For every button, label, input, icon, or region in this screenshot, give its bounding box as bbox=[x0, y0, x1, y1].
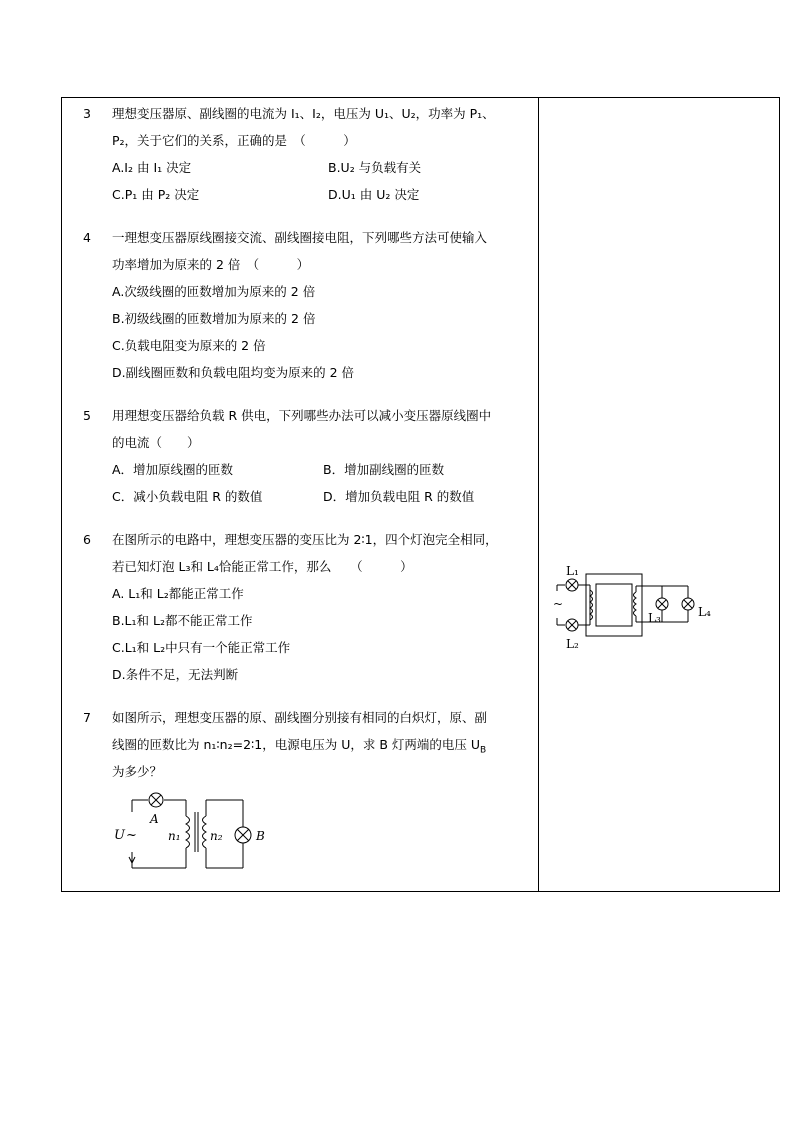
option-a: A.次级线圈的匝数增加为原来的 2 倍 bbox=[112, 284, 316, 299]
option-d: D.副线圈匝数和负载电阻均变为原来的 2 倍 bbox=[112, 365, 354, 380]
question-stem-line: P₂，关于它们的关系，正确的是 （ ） bbox=[112, 133, 356, 148]
question-stem-line: 功率增加为原来的 2 倍 （ ） bbox=[112, 257, 310, 272]
question-stem-line bbox=[112, 737, 486, 759]
label-l1: L₁ bbox=[566, 564, 579, 578]
question-stem-line: 一理想变压器原线圈接交流、副线圈接电阻，下列哪些方法可使输入 bbox=[112, 230, 488, 245]
question-number: 7 bbox=[83, 710, 91, 725]
label-l4: L₄ bbox=[698, 605, 711, 619]
option-a: A. L₁和 L₂都能正常工作 bbox=[112, 586, 244, 601]
option-b: B.初级线圈的匝数增加为原来的 2 倍 bbox=[112, 311, 316, 326]
question-stem-line: 如图所示，理想变压器的原、副线圈分别接有相同的白炽灯，原、副 bbox=[112, 710, 488, 725]
question-stem-line: 为多少？ bbox=[112, 764, 163, 779]
column-divider bbox=[538, 97, 539, 892]
option-c: C．减小负载电阻 R 的数值 bbox=[112, 489, 263, 504]
label-l3: L₃ bbox=[648, 611, 661, 625]
stem-text: 线圈的匝数比为 n₁∶n₂=2∶1，电源电压为 U，求 B 灯两端的电压 U bbox=[112, 737, 480, 752]
label-a: A bbox=[150, 812, 159, 826]
question-number: 5 bbox=[83, 408, 91, 423]
question-stem-line: 的电流（ ） bbox=[112, 435, 200, 450]
question-number: 3 bbox=[83, 106, 91, 121]
ub-subscript: B bbox=[480, 745, 487, 756]
circuit-diagram-q7 bbox=[110, 790, 270, 875]
option-c: C.L₁和 L₂中只有一个能正常工作 bbox=[112, 640, 291, 655]
ac-symbol: ~ bbox=[126, 828, 137, 843]
option-b: B.L₁和 L₂都不能正常工作 bbox=[112, 613, 253, 628]
question-number: 4 bbox=[83, 230, 91, 245]
option-b: B.U₂ 与负载有关 bbox=[328, 160, 422, 175]
label-n1: n₁ bbox=[168, 829, 181, 843]
question-stem-line: 理想变压器原、副线圈的电流为 I₁、I₂，电压为 U₁、U₂，功率为 P₁、 bbox=[112, 106, 495, 121]
option-d: D．增加负载电阻 R 的数值 bbox=[323, 489, 475, 504]
option-c: C.负载电阻变为原来的 2 倍 bbox=[112, 338, 266, 353]
label-b: B bbox=[256, 829, 265, 843]
circuit-diagram-q6 bbox=[548, 560, 718, 655]
label-n2: n₂ bbox=[210, 829, 223, 843]
ac-symbol: ~ bbox=[553, 597, 564, 611]
option-a: A.I₂ 由 I₁ 决定 bbox=[112, 160, 192, 175]
label-l2: L₂ bbox=[566, 637, 579, 651]
option-a: A．增加原线圈的匝数 bbox=[112, 462, 234, 477]
option-d: D.条件不足，无法判断 bbox=[112, 667, 239, 682]
question-number: 6 bbox=[83, 532, 91, 547]
option-b: B．增加副线圈的匝数 bbox=[323, 462, 445, 477]
option-d: D.U₁ 由 U₂ 决定 bbox=[328, 187, 420, 202]
question-stem-line: 用理想变压器给负载 R 供电，下列哪些办法可以减小变压器原线圈中 bbox=[112, 408, 492, 423]
option-c: C.P₁ 由 P₂ 决定 bbox=[112, 187, 200, 202]
question-stem-line: 在图所示的电路中，理想变压器的变压比为 2∶1，四个灯泡完全相同， bbox=[112, 532, 498, 547]
question-stem-line: 若已知灯泡 L₃和 L₄恰能正常工作，那么 （ ） bbox=[112, 559, 413, 574]
label-u: U bbox=[114, 828, 125, 843]
